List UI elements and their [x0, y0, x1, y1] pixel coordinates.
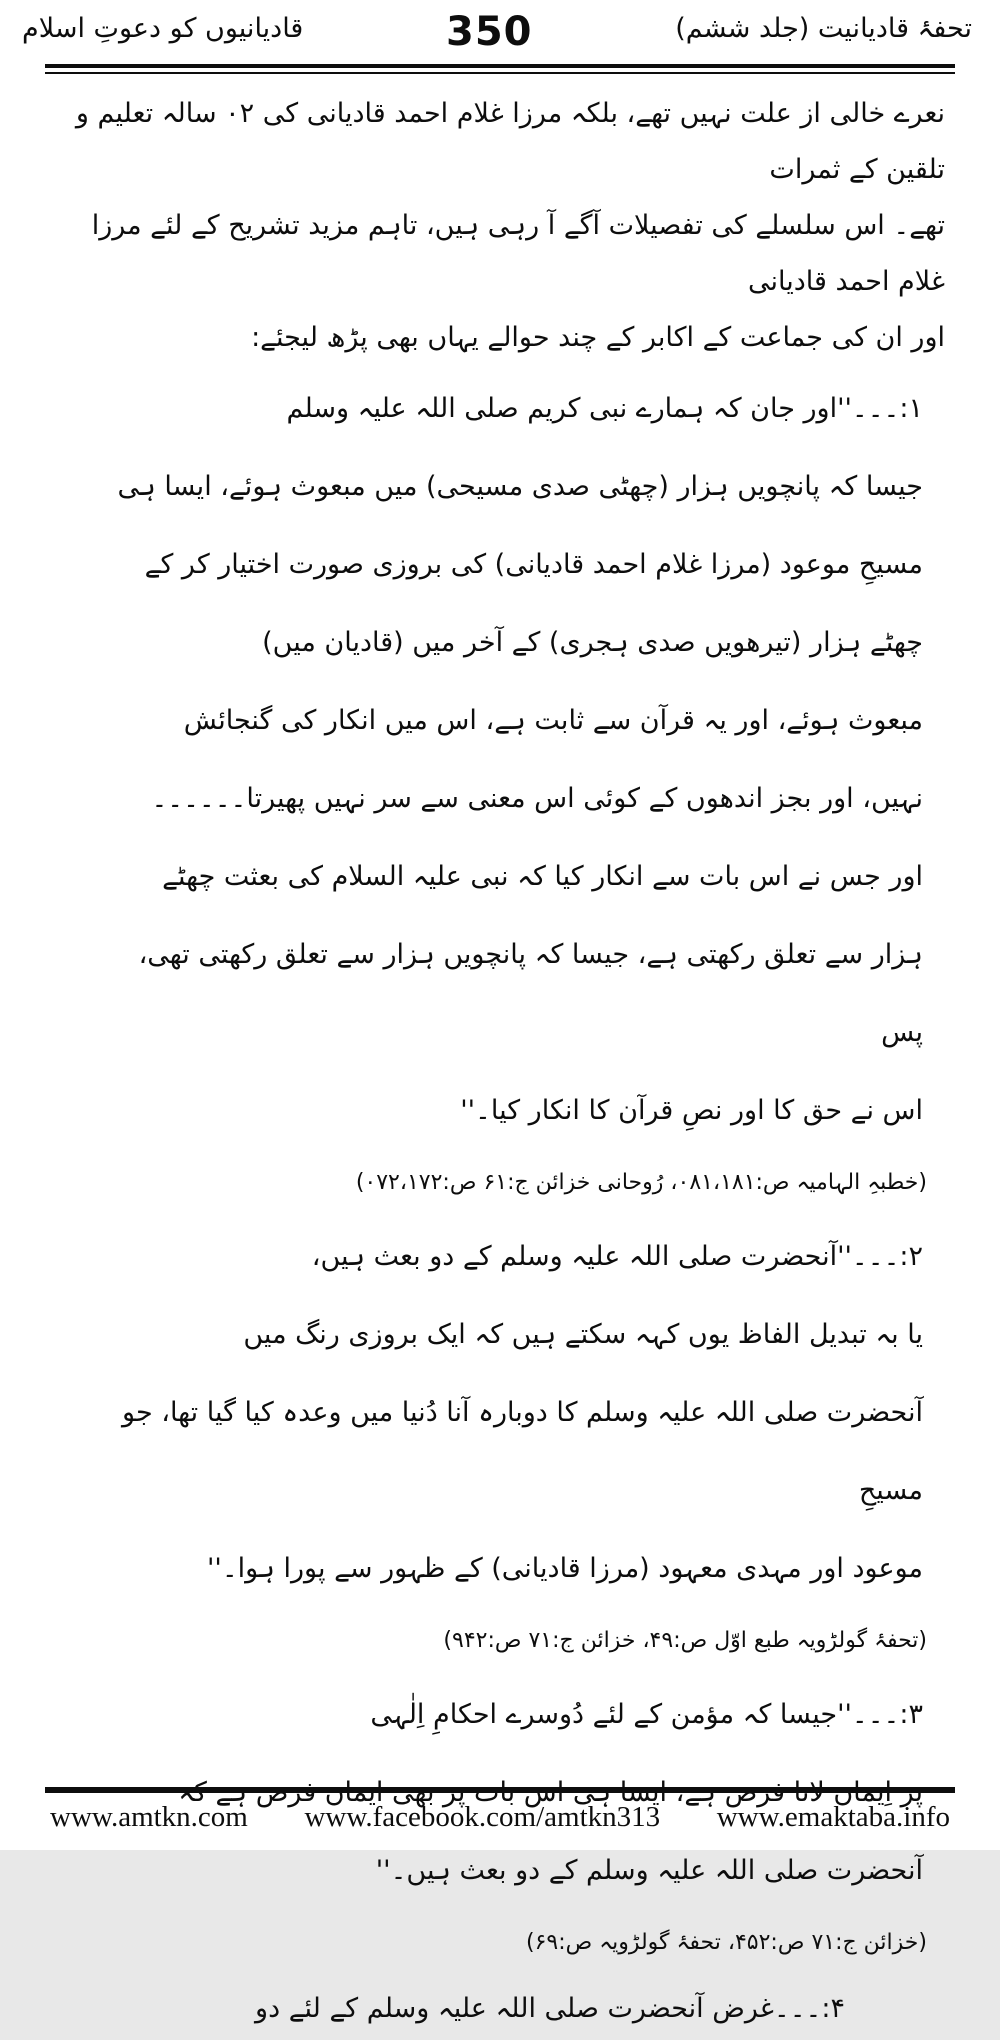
website-url: www.amtkn.com	[50, 1801, 248, 1833]
quote-line: جیسا کہ پانچویں ہزار (چھٹی صدی مسیحی) میں مبعوث ہوئے، ایسا ہی	[117, 471, 923, 502]
facebook-url: www.facebook.com/amtkn313	[304, 1801, 661, 1833]
text-line: اور ان کی جماعت کے اکابر کے چند حوالے یہاں بھی پڑھ لیجئے:	[251, 322, 945, 353]
intro-paragraph	[55, 86, 945, 366]
quote-line: آنحضرت صلی اللہ علیہ وسلم کا دوبارہ آنا دُنیا میں وعدہ کیا گیا تھا، جو مسیحِ	[122, 1397, 923, 1506]
quote-line: مبعوث ہوئے، اور یہ قرآن سے ثابت ہے، اس میں انکار کی گنجائش	[183, 705, 923, 736]
page-header	[0, 0, 1000, 64]
quote-line: اور جس نے اس بات سے انکار کیا کہ نبی علیہ السلام کی بعثت چھٹے	[162, 861, 923, 892]
quote-line: اس نے حق کا اور نصِ قرآن کا انکار کیا۔''	[460, 1095, 923, 1126]
quote-line: موعود اور مہدی معہود (مرزا قادیانی) کے ظہور سے پورا ہوا۔''	[206, 1553, 923, 1584]
citation-reference-3: (خزائن ج:۷۱ ص:۴۵۲، تحفۂ گولڑویہ ص:۶۹)	[525, 1930, 927, 1955]
footer-urls	[0, 1793, 1000, 1850]
page-footer	[0, 1787, 1000, 1850]
header-book-title: تحفۂ قادیانیت (جلد ششم)	[675, 13, 972, 44]
quote-line: چھٹے ہزار (تیرھویں صدی ہجری) کے آخر میں (قادیان میں)	[262, 627, 923, 658]
citation-reference-1: (خطبہِ الہامیہ ص:۰۸۱،۱۸۱، رُوحانی خزائن ج:۶۱ ص:۰۷۲،۱۷۲)	[355, 1170, 927, 1195]
quote-line: یا بہ تبدیل الفاظ یوں کہہ سکتے ہیں کہ ایک بروزی رنگ میں	[243, 1319, 923, 1350]
quote-line: نہیں، اور بجز اندھوں کے کوئی اس معنی سے سر نہیں پھیرتا۔۔۔۔۔۔	[151, 783, 923, 814]
quote-line: ۲:۔۔۔''آنحضرت صلی اللہ علیہ وسلم کے دو بعث ہیں،	[311, 1241, 923, 1272]
page-body	[0, 74, 1000, 2040]
text-line: تھے۔ اس سلسلے کی تفصیلات آگے آ رہی ہیں، تاہم مزید تشریح کے لئے مرزا غلام احمد قادیانی	[91, 210, 945, 297]
quote-line: ۳:۔۔۔''جیسا کہ مؤمن کے لئے دُوسرے احکامِ اِلٰہی	[370, 1699, 923, 1730]
quote-line: ۱:۔۔۔''اور جان کہ ہمارے نبی کریم صلی اللہ علیہ وسلم	[286, 393, 923, 424]
quote-line: آنحضرت صلی اللہ علیہ وسلم کے دو بعث ہیں۔''	[375, 1855, 923, 1886]
quote-line: پر اِیمان لانا فرض ہے، ایسا ہی اس بات پر بھی ایمان فرض ہے کہ	[178, 1777, 923, 1808]
page-number: 350	[446, 9, 533, 55]
emaktaba-url: www.emaktaba.info	[716, 1801, 950, 1833]
header-section-title: قادیانیوں کو دعوتِ اسلام	[22, 13, 304, 44]
citation-reference-2: (تحفۂ گولڑویہ طبع اوّل ص:۴۹، خزائن ج:۷۱ ص:۹۴۲)	[443, 1628, 927, 1653]
quote-line: مسیحِ موعود (مرزا غلام احمد قادیانی) کی بروزی صورت اختیار کر کے	[144, 549, 923, 580]
text-line: نعرے خالی از علت نہیں تھے، بلکہ مرزا غلام احمد قادیانی کی ۰۲ سالہ تعلیم و تلقین کے ثمرات	[75, 98, 945, 185]
quotation-block-2	[115, 1218, 923, 1608]
quotation-block-1	[115, 370, 923, 1150]
header-divider	[45, 64, 955, 74]
quotation-block-4-first-line: ۴:۔۔۔غرض آنحضرت صلی اللہ علیہ وسلم کے لئے دو	[255, 1993, 845, 2024]
quote-line: ہزار سے تعلق رکھتی ہے، جیسا کہ پانچویں ہزار سے تعلق رکھتی تھی، پس	[138, 939, 923, 1048]
